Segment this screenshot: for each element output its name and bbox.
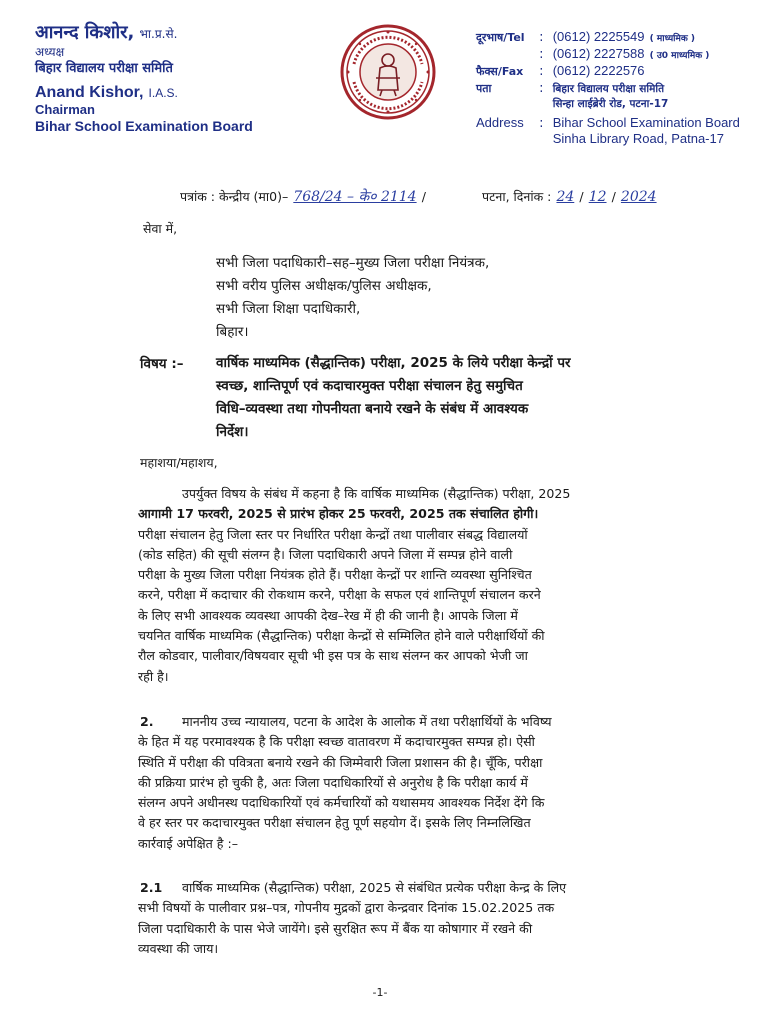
para2-line: कार्रवाई अपेक्षित है :– <box>138 835 239 851</box>
para1-line: उपर्युक्त विषय के संबंध में कहना है कि वार्षिक माध्यमिक (सैद्धान्तिक) परीक्षा, 2025 <box>182 486 571 501</box>
paragraph-2 <box>138 712 708 854</box>
recipient-line: सभी जिला पदाधिकारी–सह–मुख्य जिला परीक्षा नियंत्रक, <box>216 255 490 271</box>
address-label-en: Address <box>476 115 524 130</box>
reference-line: पत्रांक : केन्द्रीय (मा0)– 768/24 – के० 2114 / <box>180 189 426 205</box>
para21-line: व्यवस्था की जाय। <box>138 940 219 956</box>
para2-line: स्थिति में परीक्षा की पवित्रता बनाये रखने की जिम्मेवारी जिला प्रशासन की है। चूँकि, परीक्षा <box>138 754 543 770</box>
para1-line: (कोड सहित) की सूची संलग्न है। जिला पदाधिकारी अपने जिला में सम्पन्न होने वाली <box>138 546 513 562</box>
address-hi-2: सिन्हा लाईब्रेरी रोड, पटना-17 <box>552 98 669 110</box>
fax-label: फैक्स/Fax <box>476 65 524 78</box>
subject-line: स्वच्छ, शान्तिपूर्ण एवं कदाचारमुक्त परीक्षा संचालन हेतु समुचित <box>216 378 523 394</box>
subject-line: निर्देश। <box>216 424 249 440</box>
address-hi-1: बिहार विद्यालय परीक्षा समिति <box>552 83 665 95</box>
address-en-1: Bihar School Examination Board <box>552 115 740 130</box>
subject-block <box>216 352 708 444</box>
para1-line: रौल कोडवार, पालीवार/विषयवार सूची भी इस पत्र के साथ संलग्न कर आपको भेजी जा <box>138 648 528 664</box>
para1-line: चयनित वार्षिक माध्यमिक (सैद्धान्तिक) परीक्षा केन्द्रों से सम्मिलित होने वाले परीक्षार्थियों की <box>138 628 545 644</box>
para2-line: की प्रक्रिया प्रारंभ हो चुकी है, अतः जिला पदाधिकारियों से अनुरोध है कि परीक्षा कार्य में <box>138 774 528 790</box>
address-label-hi: पता <box>476 82 492 95</box>
para1-line: के लिए सभी आवश्यक व्यवस्था आपकी देख–रेख में ही की जानी है। आपके जिला में <box>138 607 518 623</box>
para1-line: रही है। <box>138 668 169 684</box>
para1-line: करने, परीक्षा में कदाचार की रोकथाम करने, परीक्षा के सफल एवं शान्तिपूर्ण संचालन करने <box>138 587 541 603</box>
recipient-line: सभी जिला शिक्षा पदाधिकारी, <box>216 301 361 317</box>
subject-line: विधि–व्यवस्था तथा गोपनीयता बनाये रखने के संबंध में आवश्यक <box>216 401 529 417</box>
paragraph-2-1 <box>138 878 708 959</box>
ref-number: 768/24 – के० 2114 <box>293 189 417 205</box>
para21-number: 2.1 <box>140 880 163 895</box>
para2-line: संलग्न अपने अधीनस्थ पदाधिकारियों एवं कर्मचारियों को यथासमय आवश्यक निर्देश देंगे कि <box>138 795 545 811</box>
chairman-org-hi: बिहार विद्यालय परीक्षा समिति <box>35 61 173 76</box>
para2-line: माननीय उच्च न्यायालय, पटना के आदेश के आलोक में तथा परीक्षार्थियों के भविष्य <box>182 714 552 729</box>
ref-label: पत्रांक : केन्द्रीय (मा0)– <box>180 189 289 204</box>
date-line: पटना, दिनांक : 24 / 12 / 2024 <box>482 189 657 205</box>
contact-block: दूरभाष/Tel : (0612) 2225549 ( माध्यमिक ) : (0612) 2227588 ( उ0 माध्यमिक ) फैक्स/Fax : (0612) 2222576 पता : बिहार विद्यालय परीक्षा समिति सिन्हा लाईब्रेरी रोड, पटना-17 Address : Bihar School Examination Board Sinha Library Road, Patna-17 <box>476 29 740 146</box>
recipient-line: बिहार। <box>216 324 249 340</box>
date-month: 12 <box>588 189 607 205</box>
chairman-title-hi: अध्यक्ष <box>35 45 65 59</box>
chairman-service-hi: भा.प्र.से. <box>139 27 178 41</box>
seva-men: सेवा में, <box>143 221 178 236</box>
tel-label: दूरभाष/Tel <box>476 31 525 44</box>
board-seal <box>340 24 436 120</box>
tel-1-note: ( माध्यमिक ) <box>649 34 696 44</box>
para21-line: जिला पदाधिकारी के पास भेजे जायेंगे। इसे सुरक्षित रूप में बैंक या कोषागार में रखने की <box>138 920 533 936</box>
salutation: महाशया/महाशय, <box>140 455 218 470</box>
chairman-block <box>35 20 335 135</box>
chairman-service-en: I.A.S. <box>148 86 178 100</box>
tel-2: (0612) 2227588 <box>552 46 645 61</box>
chairman-org-en: Bihar School Examination Board <box>35 118 253 134</box>
date-year: 2024 <box>620 189 657 205</box>
para2-number: 2. <box>140 714 154 729</box>
para21-line: सभी विषयों के पालीवार प्रश्न–पत्र, गोपनीय मुद्रकों द्वारा केन्द्रवार दिनांक 15.02.2025 तक <box>138 900 555 916</box>
subject-line: वार्षिक माध्यमिक (सैद्धान्तिक) परीक्षा, 2025 के लिये परीक्षा केन्द्रों पर <box>216 355 571 371</box>
date-label: पटना, दिनांक : <box>482 189 552 204</box>
para1-line: परीक्षा के मुख्य जिला परीक्षा नियंत्रक होते हैं। परीक्षा केन्द्रों पर शान्ति व्यवस्था सुनिश्चित <box>138 567 532 583</box>
tel-2-note: ( उ0 माध्यमिक ) <box>649 51 710 61</box>
address-en-2: Sinha Library Road, Patna-17 <box>552 131 724 146</box>
tel-1: (0612) 2225549 <box>552 29 645 44</box>
chairman-name-en: Anand Kishor, <box>35 84 144 101</box>
seal-emblem-icon <box>340 24 436 120</box>
chairman-name-hi: आनन्द किशोर, <box>35 22 135 43</box>
para2-line: वे हर स्तर पर कदाचारमुक्त परीक्षा संचालन हेतु पूर्ण सहयोग दें। इसके लिए निम्नलिखित <box>138 815 531 831</box>
para21-line: वार्षिक माध्यमिक (सैद्धान्तिक) परीक्षा, 2025 से संबंधित प्रत्येक परीक्षा केन्द्र के लिए <box>182 880 567 895</box>
para2-line: के हित में यह परमावश्यक है कि परीक्षा स्वच्छ वातावरण में कदाचारमुक्त सम्पन्न हो। ऐसी <box>138 734 535 750</box>
para1-line: परीक्षा संचालन हेतु जिला स्तर पर निर्धारित परीक्षा केन्द्रों तथा पालीवार संबद्ध विद्यालयों <box>138 526 528 542</box>
recipient-line: सभी वरीय पुलिस अधीक्षक/पुलिस अधीक्षक, <box>216 278 432 294</box>
fax-number: (0612) 2222576 <box>552 63 645 78</box>
recipients-block <box>216 252 696 344</box>
paragraph-1 <box>138 484 708 687</box>
subject-label: विषय :– <box>140 356 184 372</box>
para1-line: आगामी 17 फरवरी, 2025 से प्रारंभ होकर 25 फरवरी, 2025 तक संचालित होगी। <box>138 506 539 522</box>
date-day: 24 <box>556 189 575 205</box>
chairman-title-en: Chairman <box>35 102 95 117</box>
page-number: -1- <box>372 986 388 999</box>
